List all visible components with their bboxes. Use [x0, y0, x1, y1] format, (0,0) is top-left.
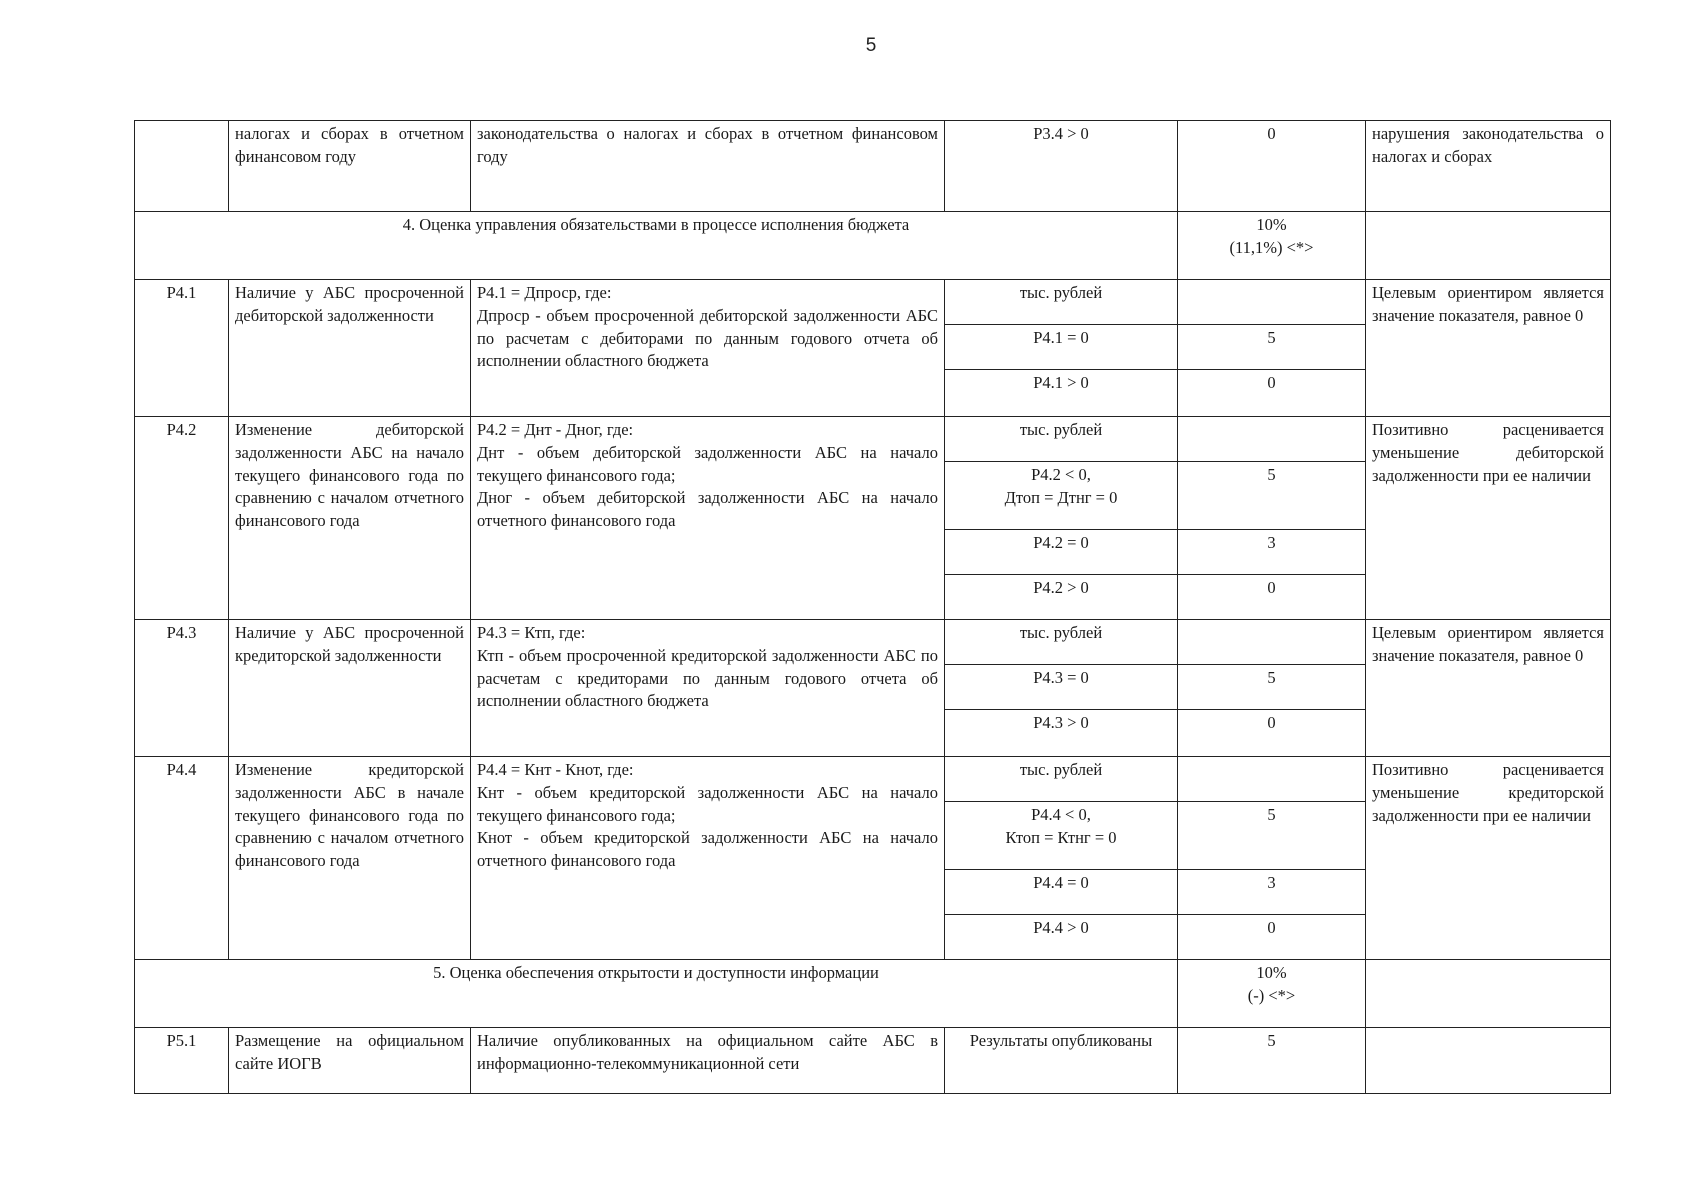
criterion-cell: Изменение дебиторской задолженности АБС на начало текущего финансового года по сравнению с началом отчетного финансового года — [229, 417, 471, 620]
section-weight: 10% (11,1%) <*> — [1178, 212, 1366, 280]
criterion-cell: Изменение кредиторской задолженности АБС в начале текущего финансового года по сравнению с началом отчетного финансового года — [229, 757, 471, 960]
formula-body: Днт - объем дебиторской задолженности АБС на начало текущего финансового года; Дног - объем дебиторской задолженности АБС на начало отчетного финансового года — [477, 442, 938, 531]
score-cell: 5 — [1178, 802, 1366, 870]
table-row-p4-3 — [135, 620, 1611, 665]
score-cell — [1178, 757, 1366, 802]
criterion-cell: Наличие у АБС просроченной дебиторской задолженности — [229, 280, 471, 417]
note-cell: Позитивно расценивается уменьшение кредиторской задолженности при ее наличии — [1366, 757, 1611, 960]
table-row-p4-1 — [135, 280, 1611, 325]
page-number: 5 — [865, 35, 877, 56]
unit-cell: тыс. рублей — [945, 417, 1178, 462]
table-row-p5-1 — [135, 1028, 1611, 1094]
criterion-cell: Наличие у АБС просроченной кредиторской задолженности — [229, 620, 471, 757]
indicator-code: P4.3 — [135, 620, 229, 757]
formula-body: Кнт - объем кредиторской задолженности АБС на начало текущего финансового года; Кнот - объем кредиторской задолженности АБС на начало отчетного финансового года — [477, 782, 938, 871]
score-cell: 0 — [1178, 710, 1366, 757]
score-cell — [1178, 280, 1366, 325]
section-row-4 — [135, 212, 1611, 280]
section-title: 5. Оценка обеспечения открытости и доступности информации — [135, 960, 1178, 1028]
formula-head: P4.2 = Днт - Днoг, где: — [477, 420, 634, 439]
section-title: 4. Оценка управления обязательствами в процессе исполнения бюджета — [135, 212, 1178, 280]
score-cell: 5 — [1178, 1028, 1366, 1094]
condition-cell: Результаты опубликованы — [945, 1028, 1178, 1094]
formula-cell — [471, 417, 945, 620]
note-cell: Позитивно расценивается уменьшение дебиторской задолженности при ее наличии — [1366, 417, 1611, 620]
indicator-code: P4.1 — [135, 280, 229, 417]
table-row-p4-4 — [135, 757, 1611, 802]
score-cell — [1178, 417, 1366, 462]
score-cell: 3 — [1178, 870, 1366, 915]
score-cell: 0 — [1178, 121, 1366, 212]
score-cell: 5 — [1178, 325, 1366, 370]
unit-cell: тыс. рублей — [945, 757, 1178, 802]
condition-cell: P4.3 > 0 — [945, 710, 1178, 757]
note-cell: нарушения законодательства о налогах и сборах — [1366, 121, 1611, 212]
condition-cell: P4.1 = 0 — [945, 325, 1178, 370]
condition-cell: P3.4 > 0 — [945, 121, 1178, 212]
indicator-code: P5.1 — [135, 1028, 229, 1094]
score-cell: 0 — [1178, 575, 1366, 620]
criterion-cell: налогах и сборах в отчетном финансовом году — [229, 121, 471, 212]
formula-head: P4.3 = Ктп, где: — [477, 623, 586, 642]
section-note-cell — [1366, 960, 1611, 1028]
condition-cell: P4.2 < 0, Дтоп = Дтнг = 0 — [945, 462, 1178, 530]
condition-cell: P4.4 = 0 — [945, 870, 1178, 915]
code-cell — [135, 121, 229, 212]
condition-cell: P4.1 > 0 — [945, 370, 1178, 417]
condition-cell: P4.4 < 0, Ктоп = Ктнг = 0 — [945, 802, 1178, 870]
formula-head: P4.1 = Дпроср, где: — [477, 283, 612, 302]
section-weight: 10% (-) <*> — [1178, 960, 1366, 1028]
indicator-code: P4.4 — [135, 757, 229, 960]
formula-cell — [471, 620, 945, 757]
section-note-cell — [1366, 212, 1611, 280]
condition-cell: P4.3 = 0 — [945, 665, 1178, 710]
note-cell: Целевым ориентиром является значение показателя, равное 0 — [1366, 280, 1611, 417]
formula-cell — [471, 757, 945, 960]
evaluation-table — [134, 120, 1611, 1094]
condition-cell: P4.4 > 0 — [945, 915, 1178, 960]
formula-body: Дпроср - объем просроченной дебиторской задолженности АБС по расчетам с дебиторами по данным годового отчета об исполнении областного бюджета — [477, 305, 938, 371]
note-cell — [1366, 1028, 1611, 1094]
score-cell: 5 — [1178, 665, 1366, 710]
condition-cell: P4.2 = 0 — [945, 530, 1178, 575]
criterion-cell: Размещение на официальном сайте ИОГВ — [229, 1028, 471, 1094]
formula-cell: законодательства о налогах и сборах в отчетном финансовом году — [471, 121, 945, 212]
unit-cell: тыс. рублей — [945, 620, 1178, 665]
score-cell — [1178, 620, 1366, 665]
score-cell: 5 — [1178, 462, 1366, 530]
score-cell: 0 — [1178, 370, 1366, 417]
score-cell: 0 — [1178, 915, 1366, 960]
formula-cell: Наличие опубликованных на официальном сайте АБС в информационно-телекоммуникационной сети — [471, 1028, 945, 1094]
score-cell: 3 — [1178, 530, 1366, 575]
unit-cell: тыс. рублей — [945, 280, 1178, 325]
formula-body: Ктп - объем просроченной кредиторской задолженности АБС по расчетам с кредиторами по данным годового отчета об исполнении областного бюджета — [477, 645, 938, 711]
formula-cell — [471, 280, 945, 417]
formula-head: P4.4 = Кнт - Кнот, где: — [477, 760, 634, 779]
note-cell: Целевым ориентиром является значение показателя, равное 0 — [1366, 620, 1611, 757]
table-row-p4-2 — [135, 417, 1611, 462]
section-row-5 — [135, 960, 1611, 1028]
table-row-p3-4 — [135, 121, 1611, 212]
condition-cell: P4.2 > 0 — [945, 575, 1178, 620]
indicator-code: P4.2 — [135, 417, 229, 620]
